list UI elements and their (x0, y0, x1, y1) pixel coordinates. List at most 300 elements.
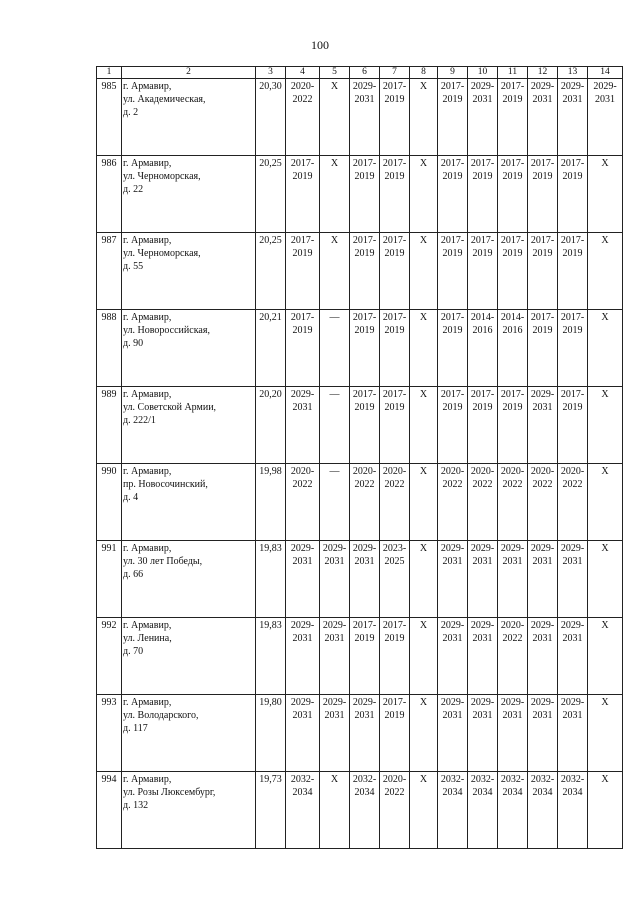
period-line: 2032- (352, 774, 377, 785)
period-line: 2020- (560, 466, 585, 477)
period-cell-col-12 (528, 772, 558, 849)
table-row (97, 464, 623, 541)
period-line: 2020- (382, 774, 407, 785)
period-line: X (601, 697, 609, 708)
period-line: 2031 (324, 556, 345, 567)
period-line: 2032- (290, 774, 315, 785)
period-line: 2029- (530, 81, 555, 92)
period-line: — (329, 466, 340, 477)
address-line: ул. 30 лет Победы, (123, 556, 203, 567)
period-cell-col-4 (286, 79, 320, 156)
period-cell-col-14 (588, 156, 623, 233)
address-line: г. Армавир, (123, 697, 172, 708)
period-line: 2020- (440, 466, 465, 477)
period-line: 2034 (532, 787, 553, 798)
period-cell-col-6 (350, 618, 380, 695)
address-line: г. Армавир, (123, 81, 172, 92)
period-cell-col-6 (350, 310, 380, 387)
period-line: 2031 (354, 556, 375, 567)
period-cell-col-9 (438, 156, 468, 233)
period-line: 2022 (384, 479, 405, 490)
period-line: 2017- (290, 158, 315, 169)
column-header-13: 13 (558, 67, 588, 79)
period-line: 2017- (470, 389, 495, 400)
period-cell-col-4 (286, 233, 320, 310)
period-cell-col-12 (528, 464, 558, 541)
period-line: 2017- (440, 81, 465, 92)
period-cell-col-9 (438, 310, 468, 387)
period-line: 2034 (472, 787, 493, 798)
period-line: 2019 (442, 248, 463, 259)
address-line: пр. Новосочинский, (123, 479, 208, 490)
period-line: 2029- (500, 697, 525, 708)
row-number: 992 (97, 618, 122, 695)
period-cell-col-6 (350, 233, 380, 310)
period-line: 2031 (562, 94, 583, 105)
address-line: д. 222/1 (123, 415, 156, 426)
period-line: — (329, 389, 340, 400)
period-line: 2029- (593, 81, 617, 92)
table-row (97, 233, 623, 310)
period-line: 2017- (500, 389, 525, 400)
row-number: 993 (97, 695, 122, 772)
column-header-5: 5 (320, 67, 350, 79)
period-line: 2017- (560, 389, 585, 400)
period-line: 2022 (502, 633, 523, 644)
period-line: — (329, 312, 340, 323)
period-cell-col-8 (410, 618, 438, 695)
period-line: X (601, 774, 609, 785)
period-line: 2031 (442, 710, 463, 721)
page-number: 100 (311, 38, 329, 52)
period-line: X (419, 466, 428, 477)
period-line: 2034 (354, 787, 375, 798)
period-line: 2019 (384, 402, 405, 413)
period-cell-col-14 (588, 387, 623, 464)
period-line: 2019 (562, 248, 583, 259)
period-line: 2019 (354, 171, 375, 182)
period-line: 2019 (384, 171, 405, 182)
period-line: 2031 (292, 633, 313, 644)
period-line: 2022 (384, 787, 405, 798)
address-cell (122, 156, 256, 233)
period-line: 2020- (500, 620, 525, 631)
period-line: 2019 (562, 402, 583, 413)
period-line: 2019 (532, 248, 553, 259)
period-line: 2029- (530, 389, 555, 400)
period-line: 2031 (502, 556, 523, 567)
address-line: ул. Новороссийская, (123, 325, 210, 336)
period-cell-col-8 (410, 464, 438, 541)
period-cell-col-10 (468, 310, 498, 387)
period-line: 2029- (470, 697, 495, 708)
period-cell-col-9 (438, 387, 468, 464)
address-cell (122, 695, 256, 772)
period-line: 2023- (382, 543, 407, 554)
period-cell-col-5 (320, 695, 350, 772)
period-line: 2017- (290, 312, 315, 323)
period-cell-col-7 (380, 310, 410, 387)
period-line: 2029- (560, 543, 585, 554)
period-line: 2029- (290, 389, 315, 400)
period-line: 2032- (500, 774, 525, 785)
period-line: 2017- (352, 158, 377, 169)
address-line: г. Армавир, (123, 235, 172, 246)
area-cell: 19,98 (256, 464, 286, 541)
period-cell-col-13 (558, 772, 588, 849)
period-line: X (419, 774, 428, 785)
row-number: 994 (97, 772, 122, 849)
period-line: X (601, 466, 609, 477)
period-cell-col-4 (286, 464, 320, 541)
period-line: 2029- (440, 697, 465, 708)
column-number-row (97, 67, 623, 79)
period-line: 2022 (532, 479, 553, 490)
address-cell (122, 79, 256, 156)
period-cell-col-9 (438, 79, 468, 156)
period-cell-col-12 (528, 79, 558, 156)
period-line: 2031 (595, 94, 615, 105)
period-line: 2022 (562, 479, 583, 490)
period-cell-col-6 (350, 387, 380, 464)
area-cell: 20,21 (256, 310, 286, 387)
period-cell-col-9 (438, 618, 468, 695)
period-line: X (419, 620, 428, 631)
period-cell-col-9 (438, 464, 468, 541)
period-line: 2017- (500, 81, 525, 92)
period-cell-col-6 (350, 695, 380, 772)
period-line: 2019 (502, 402, 523, 413)
period-line: 2029- (560, 697, 585, 708)
address-line: г. Армавир, (123, 389, 172, 400)
address-line: ул. Черноморская, (123, 171, 201, 182)
period-cell-col-5 (320, 541, 350, 618)
period-line: 2031 (532, 556, 553, 567)
period-line: 2029- (470, 81, 495, 92)
period-line: 2031 (472, 94, 493, 105)
period-cell-col-13 (558, 618, 588, 695)
period-line: 2019 (292, 171, 313, 182)
period-cell-col-10 (468, 618, 498, 695)
column-header-1: 1 (97, 67, 122, 79)
period-line: 2031 (472, 710, 493, 721)
row-number: 990 (97, 464, 122, 541)
row-number: 986 (97, 156, 122, 233)
period-cell-col-4 (286, 310, 320, 387)
period-cell-col-14 (588, 233, 623, 310)
period-cell-col-14 (588, 464, 623, 541)
period-line: 2029- (470, 543, 495, 554)
period-cell-col-5 (320, 772, 350, 849)
period-cell-col-7 (380, 772, 410, 849)
period-line: 2025 (384, 556, 405, 567)
row-number: 988 (97, 310, 122, 387)
period-cell-col-11 (498, 541, 528, 618)
period-cell-col-8 (410, 772, 438, 849)
period-line: 2017- (470, 235, 495, 246)
address-line: д. 90 (123, 338, 144, 349)
period-line: 2017- (352, 620, 377, 631)
period-line: 2029- (290, 543, 315, 554)
period-line: 2031 (354, 710, 375, 721)
period-cell-col-8 (410, 233, 438, 310)
period-line: 2031 (442, 556, 463, 567)
address-line: ул. Розы Люксембург, (123, 787, 216, 798)
period-line: 2017- (352, 235, 377, 246)
period-line: 2022 (354, 479, 375, 490)
table-row (97, 310, 623, 387)
period-cell-col-11 (498, 464, 528, 541)
address-line: г. Армавир, (123, 620, 172, 631)
period-line: X (601, 543, 609, 554)
period-cell-col-10 (468, 79, 498, 156)
period-line: 2017- (382, 235, 407, 246)
area-cell: 19,80 (256, 695, 286, 772)
period-line: 2020- (382, 466, 407, 477)
table-row (97, 156, 623, 233)
period-line: 2020- (290, 81, 315, 92)
period-cell-col-9 (438, 541, 468, 618)
table-row (97, 387, 623, 464)
period-line: 2022 (292, 479, 313, 490)
period-line: 2017- (500, 158, 525, 169)
period-line: 2031 (442, 633, 463, 644)
column-header-7: 7 (380, 67, 410, 79)
period-cell-col-7 (380, 695, 410, 772)
period-cell-col-14 (588, 541, 623, 618)
period-line: 2031 (292, 402, 313, 413)
period-line: 2019 (562, 171, 583, 182)
address-line: г. Армавир, (123, 312, 172, 323)
period-cell-col-8 (410, 310, 438, 387)
period-cell-col-5 (320, 618, 350, 695)
period-line: 2029- (352, 543, 377, 554)
period-cell-col-10 (468, 233, 498, 310)
period-line: 2017- (382, 158, 407, 169)
period-line: 2017- (352, 389, 377, 400)
period-line: 2017- (382, 697, 407, 708)
address-cell (122, 310, 256, 387)
period-line: 2029- (470, 620, 495, 631)
period-line: X (419, 235, 428, 246)
period-cell-col-14 (588, 618, 623, 695)
period-line: X (601, 620, 609, 631)
period-cell-col-11 (498, 695, 528, 772)
period-cell-col-9 (438, 233, 468, 310)
period-line: X (419, 543, 428, 554)
period-line: 2017- (560, 235, 585, 246)
address-line: ул. Черноморская, (123, 248, 201, 259)
period-line: 2031 (562, 710, 583, 721)
row-number: 989 (97, 387, 122, 464)
table-row (97, 79, 623, 156)
period-line: 2031 (532, 94, 553, 105)
address-line: д. 4 (123, 492, 139, 503)
period-line: 2029- (530, 620, 555, 631)
period-line: 2029- (530, 697, 555, 708)
period-cell-col-5 (320, 310, 350, 387)
period-cell-col-5 (320, 233, 350, 310)
period-line: 2031 (472, 633, 493, 644)
period-line: 2020- (500, 466, 525, 477)
column-header-10: 10 (468, 67, 498, 79)
period-cell-col-6 (350, 541, 380, 618)
period-cell-col-11 (498, 156, 528, 233)
period-cell-col-14 (588, 695, 623, 772)
period-line: X (601, 312, 609, 323)
column-header-14: 14 (588, 67, 623, 79)
period-line: 2019 (502, 94, 523, 105)
period-line: 2017- (560, 158, 585, 169)
address-line: ул. Ленина, (123, 633, 172, 644)
address-line: д. 132 (123, 800, 149, 811)
period-line: X (419, 158, 428, 169)
column-header-9: 9 (438, 67, 468, 79)
period-cell-col-13 (558, 310, 588, 387)
period-cell-col-4 (286, 387, 320, 464)
row-number: 991 (97, 541, 122, 618)
period-line: 2029- (560, 81, 585, 92)
period-line: 2019 (354, 402, 375, 413)
period-cell-col-5 (320, 464, 350, 541)
period-line: 2020- (470, 466, 495, 477)
period-line: 2019 (472, 248, 493, 259)
period-cell-col-11 (498, 79, 528, 156)
address-line: г. Армавир, (123, 774, 172, 785)
area-cell: 20,20 (256, 387, 286, 464)
period-cell-col-7 (380, 387, 410, 464)
address-cell (122, 772, 256, 849)
period-line: X (601, 158, 609, 169)
period-cell-col-12 (528, 695, 558, 772)
period-line: 2019 (384, 94, 405, 105)
period-line: 2014- (470, 312, 495, 323)
row-number: 987 (97, 233, 122, 310)
address-line: д. 117 (123, 723, 148, 734)
column-header-6: 6 (350, 67, 380, 79)
area-cell: 19,83 (256, 618, 286, 695)
period-cell-col-13 (558, 541, 588, 618)
area-cell: 20,25 (256, 233, 286, 310)
period-line: 2029- (322, 620, 347, 631)
period-line: 2017- (440, 235, 465, 246)
period-line: X (419, 697, 428, 708)
table-body (97, 67, 623, 849)
period-cell-col-4 (286, 772, 320, 849)
period-line: 2029- (560, 620, 585, 631)
period-line: X (601, 235, 609, 246)
period-cell-col-6 (350, 156, 380, 233)
column-header-2: 2 (122, 67, 256, 79)
period-line: 2019 (292, 248, 313, 259)
period-line: 2019 (354, 633, 375, 644)
period-line: 2022 (502, 479, 523, 490)
period-line: 2029- (440, 620, 465, 631)
period-line: 2019 (442, 325, 463, 336)
period-cell-col-12 (528, 387, 558, 464)
period-line: 2019 (384, 633, 405, 644)
period-cell-col-7 (380, 464, 410, 541)
period-line: 2019 (502, 248, 523, 259)
period-cell-col-8 (410, 541, 438, 618)
period-cell-col-13 (558, 156, 588, 233)
period-cell-col-4 (286, 618, 320, 695)
period-line: 2031 (354, 94, 375, 105)
period-line: 2019 (502, 171, 523, 182)
period-line: 2022 (472, 479, 493, 490)
period-line: 2029- (352, 697, 377, 708)
period-line: 2019 (472, 402, 493, 413)
period-cell-col-14 (588, 310, 623, 387)
row-number: 985 (97, 79, 122, 156)
period-line: X (419, 312, 428, 323)
period-line: 2017- (382, 620, 407, 631)
period-line: 2017- (382, 81, 407, 92)
period-cell-col-7 (380, 156, 410, 233)
period-line: 2019 (532, 171, 553, 182)
period-line: X (419, 81, 428, 92)
period-line: 2031 (292, 710, 313, 721)
address-line: г. Армавир, (123, 466, 172, 477)
period-line: 2031 (502, 710, 523, 721)
period-cell-col-7 (380, 233, 410, 310)
period-line: 2016 (472, 325, 493, 336)
period-line: 2019 (442, 94, 463, 105)
period-cell-col-13 (558, 387, 588, 464)
address-line: г. Армавир, (123, 158, 172, 169)
period-line: 2029- (322, 697, 347, 708)
period-cell-col-13 (558, 695, 588, 772)
column-header-12: 12 (528, 67, 558, 79)
period-cell-col-5 (320, 79, 350, 156)
period-line: 2029- (500, 543, 525, 554)
address-line: д. 22 (123, 184, 144, 195)
period-line: 2019 (384, 325, 405, 336)
period-cell-col-13 (558, 79, 588, 156)
period-line: X (330, 158, 339, 169)
period-line: 2029- (290, 620, 315, 631)
address-cell (122, 541, 256, 618)
period-line: 2031 (562, 556, 583, 567)
period-cell-col-11 (498, 310, 528, 387)
table-row (97, 772, 623, 849)
period-cell-col-11 (498, 233, 528, 310)
period-cell-col-11 (498, 387, 528, 464)
period-line: 2017- (530, 312, 555, 323)
address-cell (122, 233, 256, 310)
period-line: 2017- (382, 389, 407, 400)
area-cell: 19,73 (256, 772, 286, 849)
period-line: 2034 (442, 787, 463, 798)
period-line: 2032- (530, 774, 555, 785)
period-cell-col-8 (410, 79, 438, 156)
period-line: 2029- (352, 81, 377, 92)
period-cell-col-10 (468, 464, 498, 541)
period-cell-col-4 (286, 695, 320, 772)
period-line: 2031 (532, 402, 553, 413)
period-cell-col-12 (528, 156, 558, 233)
area-cell: 19,83 (256, 541, 286, 618)
period-line: 2017- (290, 235, 315, 246)
period-cell-col-12 (528, 233, 558, 310)
period-cell-col-6 (350, 79, 380, 156)
column-header-8: 8 (410, 67, 438, 79)
period-line: 2031 (292, 556, 313, 567)
period-line: 2019 (442, 171, 463, 182)
address-line: ул. Володарского, (123, 710, 199, 721)
table-row (97, 695, 623, 772)
period-line: 2019 (384, 248, 405, 259)
